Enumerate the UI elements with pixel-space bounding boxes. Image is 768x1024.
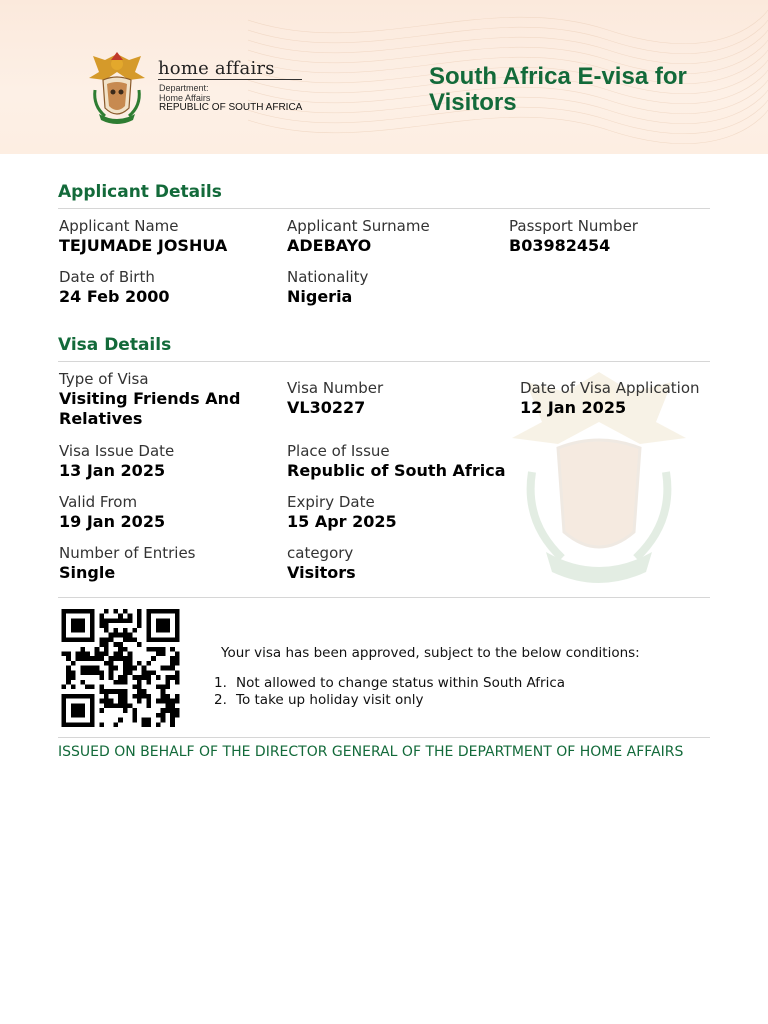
field-label: category <box>287 544 354 562</box>
condition-text: Not allowed to change status within South Africa <box>236 675 566 691</box>
field-label: Visa Number <box>287 379 384 397</box>
section-divider <box>58 737 710 738</box>
visa-issue-date-field <box>59 441 174 481</box>
condition-item <box>214 692 424 708</box>
field-label: Number of Entries <box>59 544 196 562</box>
applicant-name-field <box>59 216 227 256</box>
field-label: Visa Issue Date <box>59 442 175 460</box>
country-line: REPUBLIC OF SOUTH AFRICA <box>159 102 303 113</box>
field-label: Type of Visa <box>59 370 149 388</box>
agency-title-rule <box>158 79 302 80</box>
field-value: 15 Apr 2025 <box>287 512 397 531</box>
field-label: Date of Visa Application <box>520 379 700 397</box>
expiry-date-field <box>287 492 397 532</box>
conditions-intro: Your visa has been approved, subject to the below conditions: <box>221 645 640 661</box>
condition-number: 1. <box>214 675 227 691</box>
field-label: Valid From <box>59 493 138 511</box>
passport-number-field <box>509 216 638 256</box>
visa-application-date-field <box>520 378 700 418</box>
number-of-entries-field <box>59 543 196 583</box>
coat-of-arms-logo <box>85 50 149 126</box>
field-value: 13 Jan 2025 <box>59 461 166 480</box>
visa-details-heading: Visa Details <box>58 335 172 355</box>
field-label: Expiry Date <box>287 493 375 511</box>
field-label: Passport Number <box>509 217 638 235</box>
field-value: VL30227 <box>287 398 366 417</box>
field-value: ADEBAYO <box>287 236 372 255</box>
field-value: Single <box>59 563 116 582</box>
field-value: B03982454 <box>509 236 611 255</box>
qr-code <box>58 609 183 727</box>
field-label: Applicant Surname <box>287 217 430 235</box>
condition-text: To take up holiday visit only <box>236 692 424 708</box>
section-divider <box>58 597 710 598</box>
field-label: Date of Birth <box>59 268 155 286</box>
department-line-1: Department: <box>159 83 209 93</box>
condition-item <box>214 675 565 691</box>
field-label: Nationality <box>287 268 369 286</box>
condition-number: 2. <box>214 692 227 708</box>
field-label: Applicant Name <box>59 217 179 235</box>
field-value: 24 Feb 2000 <box>59 287 170 306</box>
issued-on-behalf-statement: ISSUED ON BEHALF OF THE DIRECTOR GENERAL OF THE DEPARTMENT OF HOME AFFAIRS <box>58 744 684 760</box>
field-value: Republic of South Africa <box>287 461 506 480</box>
valid-from-field <box>59 492 165 532</box>
document-title: South Africa E-visa for Visitors <box>429 63 687 116</box>
document-header <box>0 0 768 154</box>
applicant-details-heading: Applicant Details <box>58 182 222 202</box>
nationality-field <box>287 267 368 307</box>
category-field <box>287 543 356 583</box>
field-label: Place of Issue <box>287 442 390 460</box>
visa-type-field <box>59 369 274 429</box>
field-value: Visitors <box>287 563 356 582</box>
section-divider <box>58 208 710 209</box>
agency-title: home affairs <box>158 58 275 79</box>
place-of-issue-field <box>287 441 506 481</box>
field-value: 12 Jan 2025 <box>520 398 627 417</box>
field-value: 19 Jan 2025 <box>59 512 166 531</box>
department-line-2: Home Affairs <box>159 93 211 103</box>
visa-number-field <box>287 378 383 418</box>
field-value: Visiting Friends And Relatives <box>59 389 241 428</box>
field-value: TEJUMADE JOSHUA <box>59 236 228 255</box>
field-value: Nigeria <box>287 287 353 306</box>
date-of-birth-field <box>59 267 170 307</box>
applicant-surname-field <box>287 216 430 256</box>
